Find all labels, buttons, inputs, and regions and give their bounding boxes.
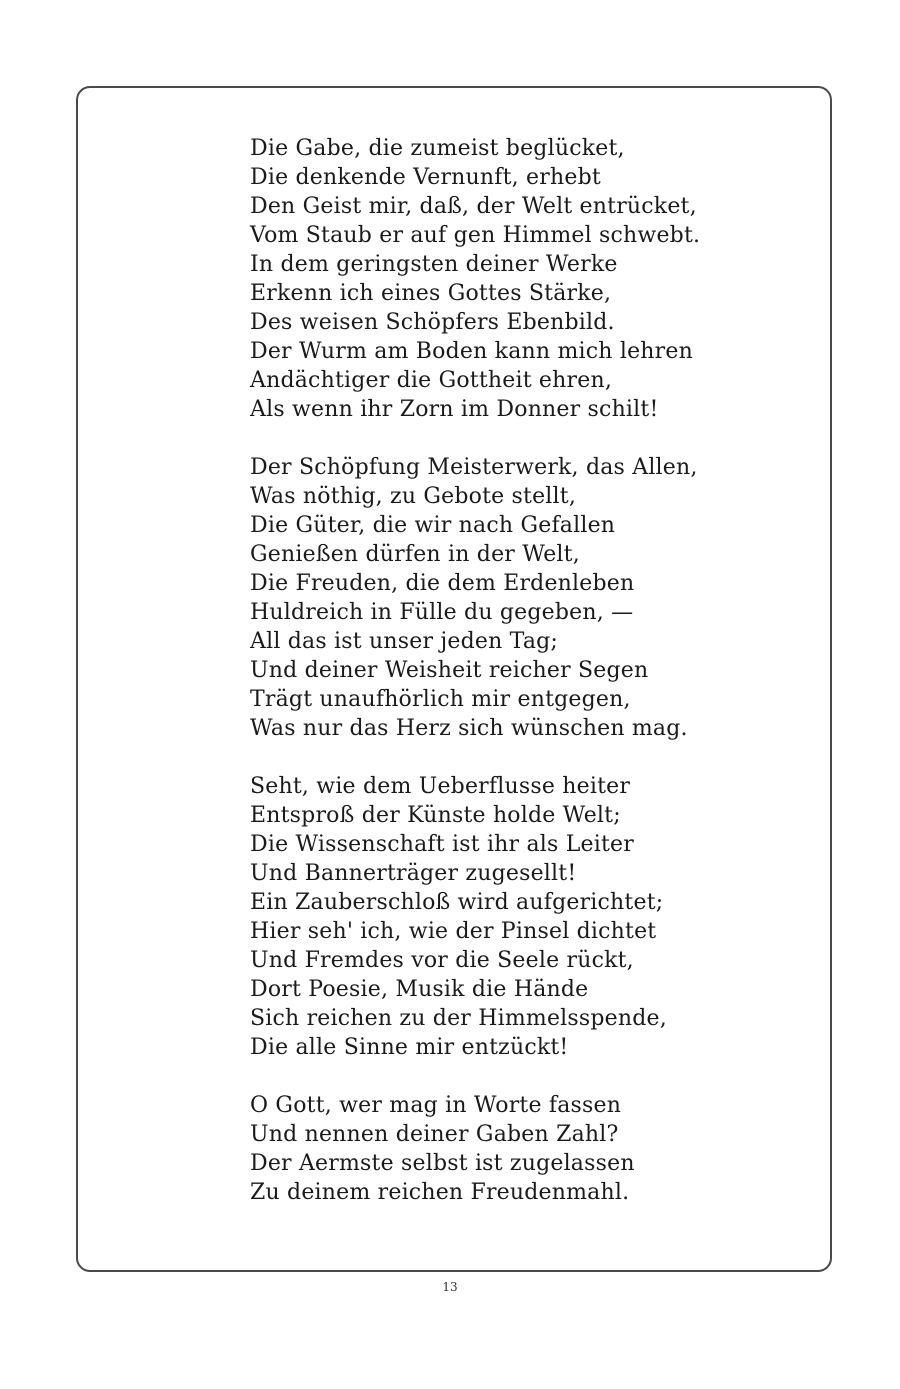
stanza-2 [250, 453, 770, 743]
poem-line: Und deiner Weisheit reicher Segen [250, 658, 649, 683]
poem-line: Was nöthig, zu Gebote stellt, [250, 484, 577, 509]
poem-line: Die denkende Vernunft, erhebt [250, 165, 601, 190]
poem-line: Was nur das Herz sich wünschen mag. [250, 716, 688, 741]
page-number: 13 [442, 1280, 458, 1294]
poem-line: Andächtiger die Gottheit ehren, [250, 368, 613, 393]
poem-line: Ein Zauberschloß wird aufgerichtet; [250, 890, 664, 915]
poem-line: Sich reichen zu der Himmelsspende, [250, 1006, 667, 1031]
poem-line: Die alle Sinne mir entzückt! [250, 1035, 569, 1060]
poem-line: Dort Poesie, Musik die Hände [250, 977, 589, 1002]
stanza-1 [250, 134, 770, 424]
poem-line: In dem geringsten deiner Werke [250, 252, 618, 277]
poem-line: Der Wurm am Boden kann mich lehren [250, 339, 693, 364]
poem-line: Des weisen Schöpfers Ebenbild. [250, 310, 615, 335]
poem-line: Vom Staub er auf gen Himmel schwebt. [250, 223, 701, 248]
poem-line: Und Fremdes vor die Seele rückt, [250, 948, 634, 973]
poem-line: Entsproß der Künste holde Welt; [250, 803, 621, 828]
poem-line: Die Freuden, die dem Erdenleben [250, 571, 635, 596]
poem-line: Der Schöpfung Meisterwerk, das Allen, [250, 455, 698, 480]
poem-line: Der Aermste selbst ist zugelassen [250, 1151, 635, 1176]
poem-line: O Gott, wer mag in Worte fassen [250, 1093, 622, 1118]
stanza-4 [250, 1091, 770, 1207]
poem-line: Die Güter, die wir nach Gefallen [250, 513, 616, 538]
poem-line: Und Bannerträger zugesellt! [250, 861, 577, 886]
poem-line: Zu deinem reichen Freudenmahl. [250, 1180, 630, 1205]
poem-line: Die Gabe, die zumeist beglücket, [250, 136, 625, 161]
poem-line: Den Geist mir, daß, der Welt entrücket, [250, 194, 697, 219]
poem-line: Hier seh' ich, wie der Pinsel dichtet [250, 919, 657, 944]
poem-line: Die Wissenschaft ist ihr als Leiter [250, 832, 634, 857]
poem-line: Trägt unaufhörlich mir entgegen, [250, 687, 631, 712]
poem-line: Und nennen deiner Gaben Zahl? [250, 1122, 619, 1147]
poem-line: Genießen dürfen in der Welt, [250, 542, 580, 567]
poem-text [250, 134, 770, 1236]
poem-line: All das ist unser jeden Tag; [250, 629, 559, 654]
stanza-3 [250, 772, 770, 1062]
poem-line: Als wenn ihr Zorn im Donner schilt! [250, 397, 659, 422]
poem-line: Huldreich in Fülle du gegeben, — [250, 600, 634, 625]
poem-line: Seht, wie dem Ueberflusse heiter [250, 774, 631, 799]
poem-line: Erkenn ich eines Gottes Stärke, [250, 281, 612, 306]
